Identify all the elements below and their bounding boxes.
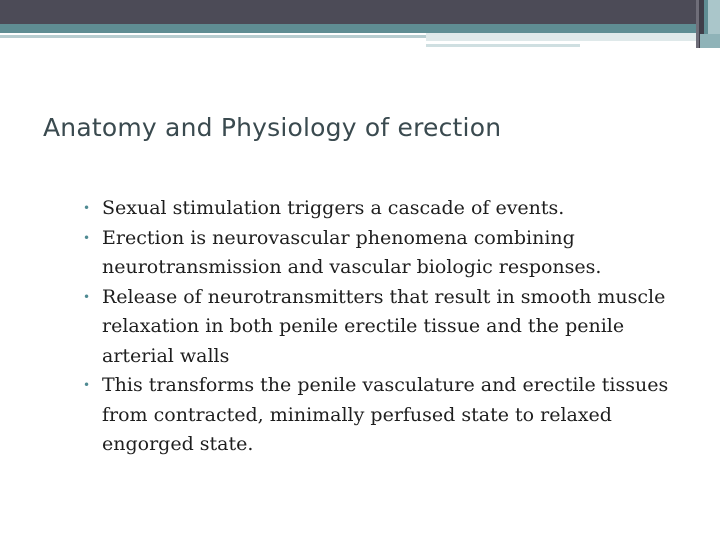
header-accent-line-right — [426, 33, 702, 41]
bullet-text: This transforms the penile vasculature and erectile tissues from contracted, minimally perfused state to relaxed engorged state. — [102, 374, 669, 455]
header-accent-line-left — [0, 35, 426, 38]
bullet-text: Release of neurotransmitters that result in smooth muscle relaxation in both penile erectile tissue and the penile arterial walls — [102, 285, 666, 367]
bullet-text: Sexual stimulation triggers a cascade of events. — [102, 197, 565, 219]
bullet-marker: • — [83, 289, 91, 304]
bullet-marker: • — [83, 201, 91, 215]
bullet-text: Erection is neurovascular phenomena combining neurotransmission and vascular biologic responses. — [102, 226, 602, 278]
slide-title: Anatomy and Physiology of erection — [43, 113, 502, 142]
header-banner-dark — [0, 0, 720, 24]
header-accent-line-right-thin — [426, 44, 580, 47]
bullet-item — [83, 224, 683, 283]
bullet-marker: • — [83, 230, 91, 245]
bullet-item — [83, 371, 683, 460]
header-corner-accent-lower — [700, 34, 720, 48]
bullet-marker: • — [83, 378, 91, 392]
bullet-item — [83, 283, 683, 372]
bullet-item — [83, 194, 683, 224]
bullet-list — [83, 194, 683, 460]
header-banner-teal — [0, 24, 720, 33]
